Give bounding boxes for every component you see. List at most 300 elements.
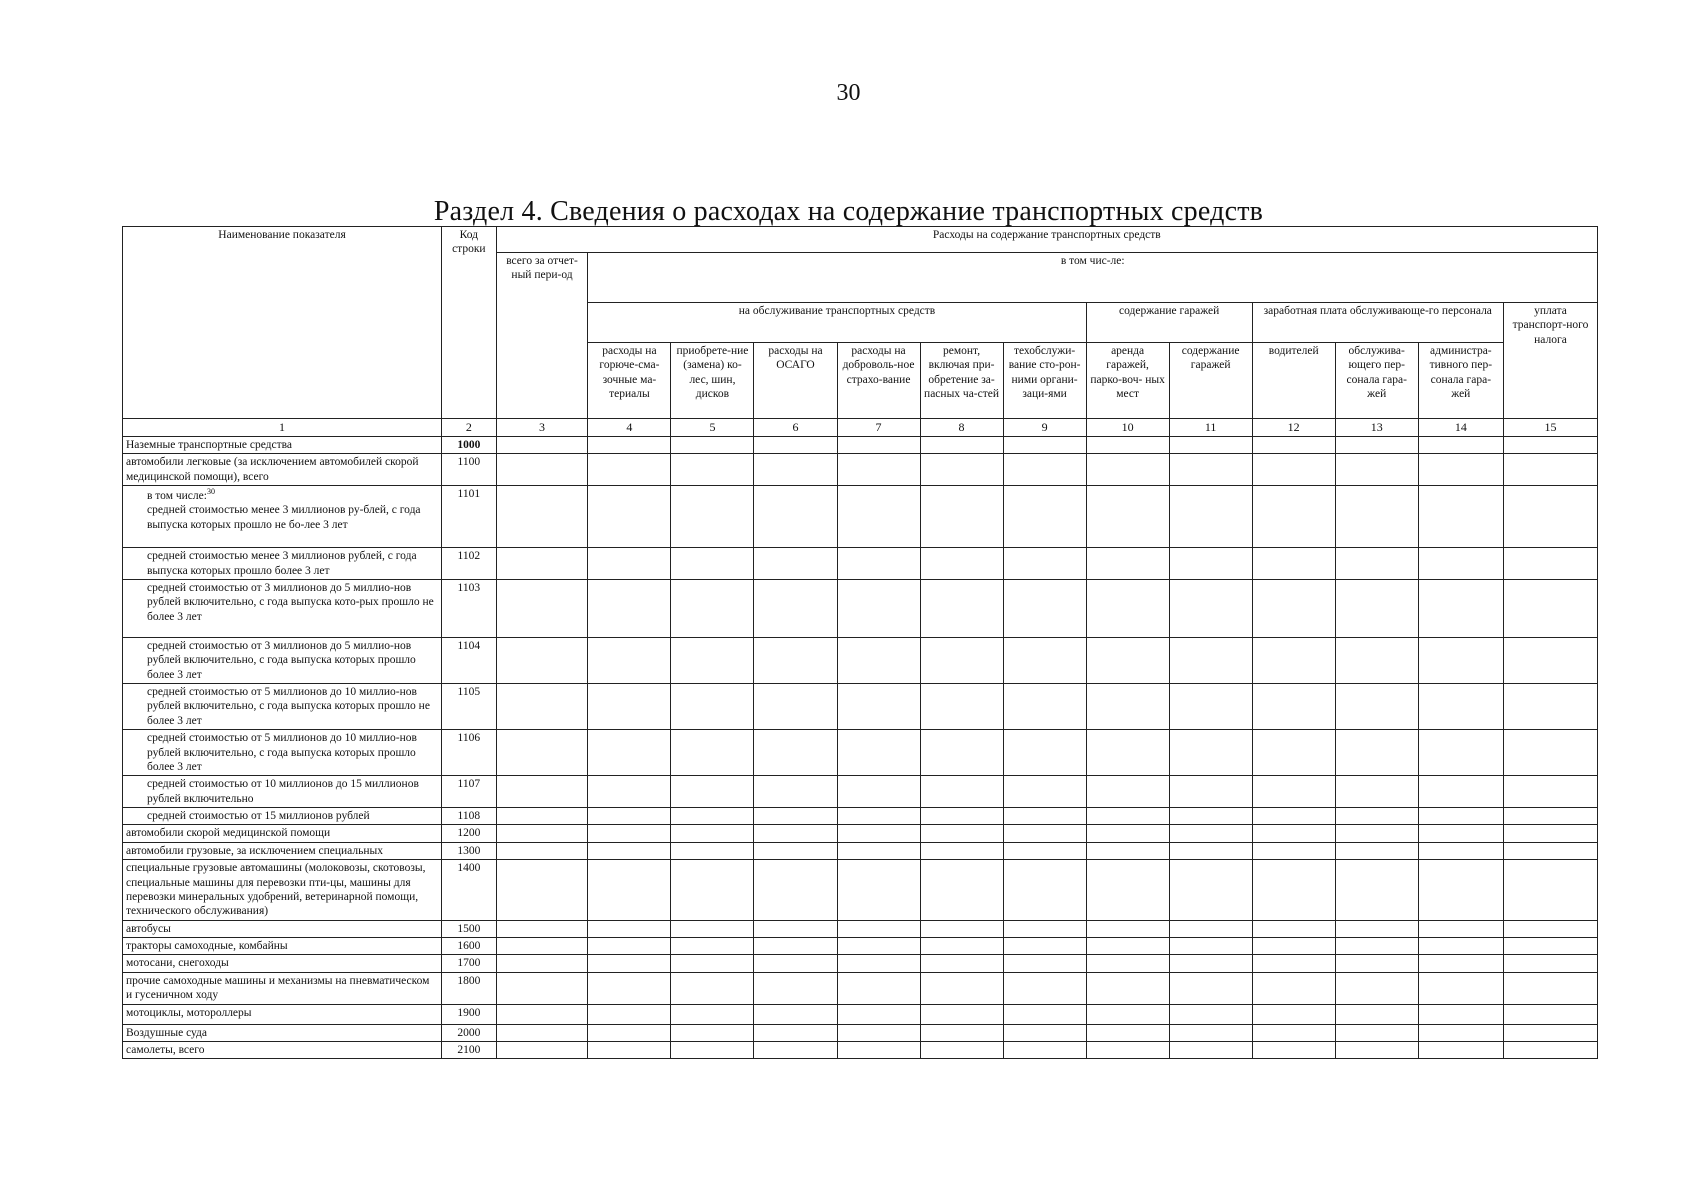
value-cell[interactable]	[920, 548, 1003, 580]
value-cell[interactable]	[1335, 684, 1418, 730]
value-cell[interactable]	[1418, 1024, 1503, 1041]
value-cell[interactable]	[1086, 1041, 1169, 1058]
value-cell[interactable]	[1003, 955, 1086, 972]
value-cell[interactable]	[1503, 860, 1597, 921]
value-cell[interactable]	[1335, 730, 1418, 776]
value-cell[interactable]	[1252, 437, 1335, 454]
value-cell[interactable]	[496, 730, 588, 776]
value-cell[interactable]	[1335, 938, 1418, 955]
value-cell[interactable]	[754, 579, 837, 637]
value-cell[interactable]	[496, 454, 588, 486]
value-cell[interactable]	[920, 579, 1003, 637]
value-cell[interactable]	[588, 730, 671, 776]
value-cell[interactable]	[1418, 938, 1503, 955]
value-cell[interactable]	[1003, 437, 1086, 454]
column-number: 12	[1252, 419, 1335, 437]
value-cell[interactable]	[588, 1004, 671, 1024]
value-cell[interactable]	[496, 637, 588, 683]
value-cell[interactable]	[920, 684, 1003, 730]
value-cell[interactable]	[1252, 938, 1335, 955]
row-name-text: средней стоимостью от 3 миллионов до 5 миллио-нов рублей включительно, с года выпуска которых прошло более 3 лет	[147, 639, 416, 681]
value-cell[interactable]	[837, 486, 920, 548]
value-cell[interactable]	[671, 776, 754, 808]
value-cell[interactable]	[1335, 579, 1418, 637]
value-cell[interactable]	[1418, 955, 1503, 972]
value-cell[interactable]	[1335, 437, 1418, 454]
value-cell[interactable]	[496, 938, 588, 955]
value-cell[interactable]	[1418, 437, 1503, 454]
value-cell[interactable]	[1503, 1041, 1597, 1058]
value-cell[interactable]	[671, 1024, 754, 1041]
value-cell[interactable]	[920, 776, 1003, 808]
value-cell[interactable]	[496, 1024, 588, 1041]
value-cell[interactable]	[1418, 548, 1503, 580]
column-number: 13	[1335, 419, 1418, 437]
value-cell[interactable]	[1418, 920, 1503, 937]
value-cell[interactable]	[837, 776, 920, 808]
value-cell[interactable]	[920, 437, 1003, 454]
value-cell[interactable]	[1335, 454, 1418, 486]
value-cell[interactable]	[1503, 920, 1597, 937]
value-cell[interactable]	[1086, 1024, 1169, 1041]
value-cell[interactable]	[1003, 825, 1086, 842]
value-cell[interactable]	[837, 1004, 920, 1024]
value-cell[interactable]	[1252, 955, 1335, 972]
value-cell[interactable]	[754, 437, 837, 454]
value-cell[interactable]	[588, 955, 671, 972]
value-cell[interactable]	[837, 1041, 920, 1058]
value-cell[interactable]	[671, 842, 754, 859]
table-row	[123, 579, 1598, 637]
value-cell[interactable]	[1418, 842, 1503, 859]
row-name	[123, 1024, 442, 1041]
value-cell[interactable]	[1252, 920, 1335, 937]
value-cell[interactable]	[1169, 808, 1252, 825]
value-cell[interactable]	[1003, 730, 1086, 776]
value-cell[interactable]	[1503, 938, 1597, 955]
value-cell[interactable]	[1003, 860, 1086, 921]
value-cell[interactable]	[671, 454, 754, 486]
value-cell[interactable]	[1252, 1004, 1335, 1024]
value-cell[interactable]	[588, 437, 671, 454]
expenses-table	[122, 226, 1598, 1059]
value-cell[interactable]	[1252, 579, 1335, 637]
value-cell[interactable]	[1086, 972, 1169, 1004]
value-cell[interactable]	[1086, 776, 1169, 808]
value-cell[interactable]	[1086, 860, 1169, 921]
value-cell[interactable]	[1003, 1004, 1086, 1024]
value-cell[interactable]	[1086, 579, 1169, 637]
value-cell[interactable]	[754, 454, 837, 486]
column-number: 8	[920, 419, 1003, 437]
value-cell[interactable]	[671, 860, 754, 921]
value-cell[interactable]	[1086, 920, 1169, 937]
value-cell[interactable]	[1086, 1004, 1169, 1024]
value-cell[interactable]	[754, 637, 837, 683]
value-cell[interactable]	[1418, 684, 1503, 730]
value-cell[interactable]	[1003, 548, 1086, 580]
value-cell[interactable]	[1503, 730, 1597, 776]
value-cell[interactable]	[1503, 548, 1597, 580]
value-cell[interactable]	[754, 1041, 837, 1058]
value-cell[interactable]	[1335, 1024, 1418, 1041]
value-cell[interactable]	[920, 486, 1003, 548]
value-cell[interactable]	[588, 454, 671, 486]
header-third-party-service: техобслужи-вание сто-рон- ними органи- заци-ями	[1003, 343, 1086, 419]
value-cell[interactable]	[1503, 454, 1597, 486]
row-code: 1800	[442, 972, 497, 1004]
value-cell[interactable]	[496, 486, 588, 548]
value-cell[interactable]	[1252, 486, 1335, 548]
value-cell[interactable]	[671, 486, 754, 548]
value-cell[interactable]	[1169, 548, 1252, 580]
value-cell[interactable]	[1086, 548, 1169, 580]
value-cell[interactable]	[837, 842, 920, 859]
row-name	[123, 920, 442, 937]
value-cell[interactable]	[496, 548, 588, 580]
value-cell[interactable]	[837, 972, 920, 1004]
column-number: 7	[837, 419, 920, 437]
value-cell[interactable]	[671, 579, 754, 637]
value-cell[interactable]	[1418, 808, 1503, 825]
value-cell[interactable]	[837, 938, 920, 955]
header-osago: расходы на ОСАГО	[754, 343, 837, 419]
value-cell[interactable]	[1169, 454, 1252, 486]
header-staff-salary: заработная плата обслуживающе-го персонала	[1252, 303, 1503, 343]
value-cell[interactable]	[1086, 808, 1169, 825]
value-cell[interactable]	[1418, 1041, 1503, 1058]
value-cell[interactable]	[496, 972, 588, 1004]
value-cell[interactable]	[920, 825, 1003, 842]
value-cell[interactable]	[754, 776, 837, 808]
value-cell[interactable]	[1503, 825, 1597, 842]
row-name	[123, 825, 442, 842]
value-cell[interactable]	[1169, 938, 1252, 955]
value-cell[interactable]	[1086, 437, 1169, 454]
value-cell[interactable]	[754, 938, 837, 955]
header-garage-admin-staff: администра-тивного пер-сонала гара-жей	[1418, 343, 1503, 419]
value-cell[interactable]	[1335, 637, 1418, 683]
value-cell[interactable]	[1003, 486, 1086, 548]
row-code: 1107	[442, 776, 497, 808]
value-cell[interactable]	[1252, 825, 1335, 842]
value-cell[interactable]	[671, 938, 754, 955]
value-cell[interactable]	[1503, 579, 1597, 637]
value-cell[interactable]	[588, 579, 671, 637]
value-cell[interactable]	[1503, 486, 1597, 548]
value-cell[interactable]	[496, 437, 588, 454]
value-cell[interactable]	[671, 548, 754, 580]
table-row	[123, 938, 1598, 955]
value-cell[interactable]	[754, 1024, 837, 1041]
value-cell[interactable]	[1169, 486, 1252, 548]
value-cell[interactable]	[1169, 637, 1252, 683]
value-cell[interactable]	[1003, 454, 1086, 486]
row-name-text: средней стоимостью от 5 миллионов до 10 миллио-нов рублей включительно, с года выпуска которых прошло не более 3 лет	[147, 686, 430, 727]
value-cell[interactable]	[496, 860, 588, 921]
value-cell[interactable]	[837, 955, 920, 972]
row-name	[123, 955, 442, 972]
value-cell[interactable]	[1503, 1024, 1597, 1041]
value-cell[interactable]	[496, 842, 588, 859]
column-number: 1	[123, 419, 442, 437]
value-cell[interactable]	[1003, 776, 1086, 808]
value-cell[interactable]	[588, 972, 671, 1004]
value-cell[interactable]	[1335, 548, 1418, 580]
page-number: 30	[836, 80, 861, 106]
value-cell[interactable]	[1252, 684, 1335, 730]
value-cell[interactable]	[1503, 808, 1597, 825]
value-cell[interactable]	[920, 1041, 1003, 1058]
value-cell[interactable]	[1418, 860, 1503, 921]
value-cell[interactable]	[588, 860, 671, 921]
table-body	[123, 437, 1598, 1059]
value-cell[interactable]	[1003, 579, 1086, 637]
table-header	[123, 227, 1598, 437]
value-cell[interactable]	[1335, 955, 1418, 972]
value-cell[interactable]	[837, 548, 920, 580]
value-cell[interactable]	[1003, 1024, 1086, 1041]
value-cell[interactable]	[588, 808, 671, 825]
value-cell[interactable]	[1252, 808, 1335, 825]
value-cell[interactable]	[754, 1004, 837, 1024]
value-cell[interactable]	[1169, 1004, 1252, 1024]
value-cell[interactable]	[588, 842, 671, 859]
value-cell[interactable]	[1252, 454, 1335, 486]
value-cell[interactable]	[1252, 842, 1335, 859]
value-cell[interactable]	[496, 684, 588, 730]
value-cell[interactable]	[1418, 486, 1503, 548]
value-cell[interactable]	[496, 955, 588, 972]
value-cell[interactable]	[837, 437, 920, 454]
value-cell[interactable]	[671, 955, 754, 972]
value-cell[interactable]	[1418, 972, 1503, 1004]
value-cell[interactable]	[754, 808, 837, 825]
value-cell[interactable]	[920, 955, 1003, 972]
value-cell[interactable]	[1086, 684, 1169, 730]
row-code: 1900	[442, 1004, 497, 1024]
value-cell[interactable]	[1418, 825, 1503, 842]
row-name	[123, 776, 442, 808]
value-cell[interactable]	[496, 825, 588, 842]
value-cell[interactable]	[1335, 808, 1418, 825]
value-cell[interactable]	[920, 920, 1003, 937]
value-cell[interactable]	[1169, 920, 1252, 937]
value-cell[interactable]	[1086, 486, 1169, 548]
value-cell[interactable]	[1418, 776, 1503, 808]
value-cell[interactable]	[1169, 860, 1252, 921]
value-cell[interactable]	[1003, 1041, 1086, 1058]
value-cell[interactable]	[496, 1041, 588, 1058]
value-cell[interactable]	[1252, 860, 1335, 921]
value-cell[interactable]	[920, 1024, 1003, 1041]
value-cell[interactable]	[920, 938, 1003, 955]
value-cell[interactable]	[837, 579, 920, 637]
value-cell[interactable]	[588, 637, 671, 683]
value-cell[interactable]	[1169, 579, 1252, 637]
value-cell[interactable]	[1169, 776, 1252, 808]
value-cell[interactable]	[1086, 955, 1169, 972]
value-cell[interactable]	[1503, 776, 1597, 808]
value-cell[interactable]	[1252, 637, 1335, 683]
value-cell[interactable]	[837, 920, 920, 937]
value-cell[interactable]	[1169, 437, 1252, 454]
value-cell[interactable]	[1252, 1024, 1335, 1041]
value-cell[interactable]	[754, 730, 837, 776]
value-cell[interactable]	[671, 684, 754, 730]
header-garage-rent: аренда гаражей, парко-воч- ных мест	[1086, 343, 1169, 419]
value-cell[interactable]	[1003, 972, 1086, 1004]
value-cell[interactable]	[920, 1004, 1003, 1024]
value-cell[interactable]	[1086, 730, 1169, 776]
value-cell[interactable]	[1003, 684, 1086, 730]
value-cell[interactable]	[1252, 972, 1335, 1004]
row-name-text: прочие самоходные машины и механизмы на пневматическом и гусеничном ходу	[126, 974, 430, 1002]
value-cell[interactable]	[1252, 1041, 1335, 1058]
value-cell[interactable]	[1252, 730, 1335, 776]
value-cell[interactable]	[671, 825, 754, 842]
header-indicator-name: Наименование показателя	[123, 227, 442, 419]
value-cell[interactable]	[1169, 955, 1252, 972]
column-number: 3	[496, 419, 588, 437]
value-cell[interactable]	[671, 920, 754, 937]
value-cell[interactable]	[671, 808, 754, 825]
value-cell[interactable]	[837, 454, 920, 486]
value-cell[interactable]	[837, 637, 920, 683]
value-cell[interactable]	[837, 684, 920, 730]
value-cell[interactable]	[754, 842, 837, 859]
value-cell[interactable]	[1503, 684, 1597, 730]
value-cell[interactable]	[1169, 1024, 1252, 1041]
value-cell[interactable]	[1335, 776, 1418, 808]
value-cell[interactable]	[1335, 486, 1418, 548]
value-cell[interactable]	[1003, 808, 1086, 825]
value-cell[interactable]	[837, 860, 920, 921]
value-cell[interactable]	[1252, 776, 1335, 808]
value-cell[interactable]	[1418, 579, 1503, 637]
value-cell[interactable]	[671, 637, 754, 683]
value-cell[interactable]	[1503, 437, 1597, 454]
value-cell[interactable]	[588, 938, 671, 955]
value-cell[interactable]	[1169, 684, 1252, 730]
value-cell[interactable]	[1418, 454, 1503, 486]
value-cell[interactable]	[1335, 825, 1418, 842]
value-cell[interactable]	[1418, 637, 1503, 683]
value-cell[interactable]	[1335, 1041, 1418, 1058]
value-cell[interactable]	[588, 920, 671, 937]
value-cell[interactable]	[1003, 637, 1086, 683]
value-cell[interactable]	[588, 486, 671, 548]
row-name-text: тракторы самоходные, комбайны	[126, 940, 288, 952]
value-cell[interactable]	[1335, 860, 1418, 921]
value-cell[interactable]	[1169, 825, 1252, 842]
value-cell[interactable]	[671, 972, 754, 1004]
value-cell[interactable]	[1335, 1004, 1418, 1024]
value-cell[interactable]	[1086, 454, 1169, 486]
value-cell[interactable]	[1086, 825, 1169, 842]
value-cell[interactable]	[1503, 972, 1597, 1004]
value-cell[interactable]	[1169, 842, 1252, 859]
value-cell[interactable]	[588, 1024, 671, 1041]
value-cell[interactable]	[1169, 972, 1252, 1004]
row-name	[123, 1041, 442, 1058]
value-cell[interactable]	[754, 972, 837, 1004]
value-cell[interactable]	[754, 860, 837, 921]
value-cell[interactable]	[1003, 938, 1086, 955]
value-cell[interactable]	[754, 955, 837, 972]
value-cell[interactable]	[837, 808, 920, 825]
value-cell[interactable]	[496, 808, 588, 825]
value-cell[interactable]	[1086, 938, 1169, 955]
row-code: 1000	[442, 437, 497, 454]
value-cell[interactable]	[1503, 842, 1597, 859]
value-cell[interactable]	[588, 1041, 671, 1058]
value-cell[interactable]	[1503, 955, 1597, 972]
value-cell[interactable]	[1503, 1004, 1597, 1024]
value-cell[interactable]	[837, 730, 920, 776]
value-cell[interactable]	[837, 825, 920, 842]
value-cell[interactable]	[754, 548, 837, 580]
value-cell[interactable]	[837, 1024, 920, 1041]
value-cell[interactable]	[588, 548, 671, 580]
value-cell[interactable]	[496, 920, 588, 937]
value-cell[interactable]	[920, 808, 1003, 825]
value-cell[interactable]	[1335, 972, 1418, 1004]
value-cell[interactable]	[588, 776, 671, 808]
value-cell[interactable]	[1335, 842, 1418, 859]
value-cell[interactable]	[1169, 1041, 1252, 1058]
value-cell[interactable]	[920, 972, 1003, 1004]
value-cell[interactable]	[588, 684, 671, 730]
value-cell[interactable]	[920, 730, 1003, 776]
value-cell[interactable]	[1086, 842, 1169, 859]
header-garage-service-staff: обслужива-ющего пер-сонала гара-жей	[1335, 343, 1418, 419]
header-garage-upkeep: содержание гаражей	[1169, 343, 1252, 419]
header-expenses-group: Расходы на содержание транспортных средств	[496, 227, 1597, 253]
value-cell[interactable]	[1003, 920, 1086, 937]
table-row	[123, 437, 1598, 454]
value-cell[interactable]	[1335, 920, 1418, 937]
row-name-text: средней стоимостью от 3 миллионов до 5 миллио-нов рублей включительно, с года выпуска кото-рых прошло не более 3 лет	[147, 581, 434, 623]
value-cell[interactable]	[1418, 730, 1503, 776]
value-cell[interactable]	[496, 579, 588, 637]
row-code: 1700	[442, 955, 497, 972]
value-cell[interactable]	[1003, 842, 1086, 859]
value-cell[interactable]	[920, 860, 1003, 921]
value-cell[interactable]	[754, 825, 837, 842]
value-cell[interactable]	[1086, 637, 1169, 683]
value-cell[interactable]	[920, 454, 1003, 486]
value-cell[interactable]	[1418, 1004, 1503, 1024]
value-cell[interactable]	[754, 684, 837, 730]
value-cell[interactable]	[1169, 730, 1252, 776]
value-cell[interactable]	[1252, 548, 1335, 580]
value-cell[interactable]	[496, 776, 588, 808]
row-code: 1300	[442, 842, 497, 859]
value-cell[interactable]	[754, 486, 837, 548]
value-cell[interactable]	[671, 1041, 754, 1058]
value-cell[interactable]	[1503, 637, 1597, 683]
value-cell[interactable]	[588, 825, 671, 842]
value-cell[interactable]	[920, 842, 1003, 859]
value-cell[interactable]	[496, 1004, 588, 1024]
value-cell[interactable]	[671, 1004, 754, 1024]
value-cell[interactable]	[920, 637, 1003, 683]
value-cell[interactable]	[754, 920, 837, 937]
value-cell[interactable]	[671, 437, 754, 454]
column-number: 5	[671, 419, 754, 437]
value-cell[interactable]	[671, 730, 754, 776]
